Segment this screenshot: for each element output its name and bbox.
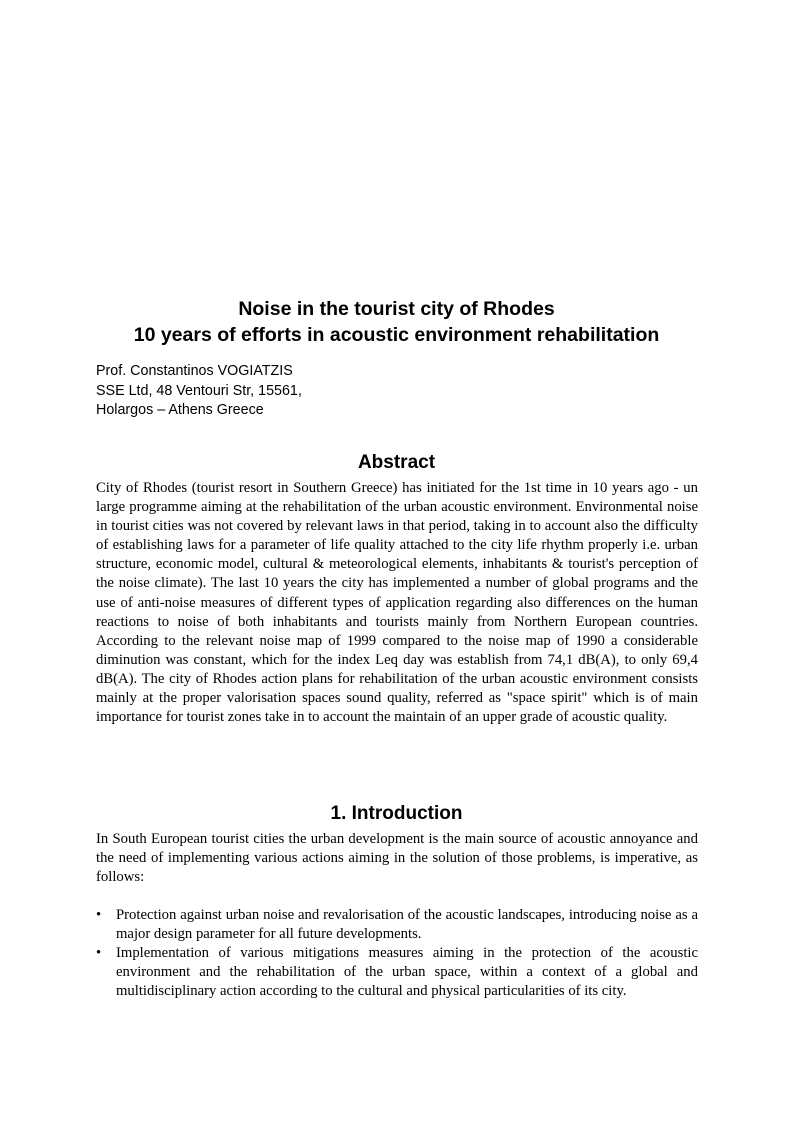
title-line-1: Noise in the tourist city of Rhodes [238, 298, 555, 320]
abstract-heading: Abstract [357, 452, 436, 473]
author-block [96, 362, 302, 421]
abstract-text: City of Rhodes (tourist resort in Southern Greece) has initiated for the 1st time in 10 years ago - un large programme aiming at the rehabilitation of the urban acoustic environment. Environmental noise in tourist cities was not covered by relevant laws in that period, taking in to account also the difficulty of establishing laws for a parameter of life quality attached to the city life rhythm properly i.e. urban structure, economic model, cultural & meteorological elements, inhabitants & tourist's perception of the noise climate). The last 10 years the city has implemented a number of global programs and the use of anti-noise measures of different types of application regarding also differences on the human reactions to noise of both inhabitants and tourists mainly from Northern European countries. According to the relevant noise map of 1999 compared to the noise map of 1990 a considerable diminution was constant, which for the index Leq day was establish from 74,1 dB(A), to only 69,4 dB(A). The city of Rhodes action plans for rehabilitation of the urban acoustic environment consists mainly at the proper valorisation spaces sound quality, referred as "space spirit" which is of main importance for tourist zones take in to account the maintain of an upper grade of acoustic quality. [96, 480, 698, 726]
title-line-2: 10 years of efforts in acoustic environment rehabilitation [133, 324, 660, 346]
bullet-icon: • [96, 945, 102, 962]
bullet-text: Protection against urban noise and revalorisation of the acoustic landscapes, introducing noise as a major design parameter for all future developments. [116, 907, 698, 943]
author-location: Holargos – Athens Greece [96, 402, 264, 418]
author-affiliation: SSE Ltd, 48 Ventouri Str, 15561, [96, 382, 302, 399]
paper-title [0, 296, 793, 348]
introduction-text: In South European tourist cities the urban development is the main source of acoustic annoyance and the need of implementing various actions aiming in the solution of those problems, is imperative, as follows: [96, 831, 698, 886]
bullet-text: Implementation of various mitigations measures aiming in the protection of the acoustic environment and the rehabilitation of the urban space, within a context of a global and multidisciplinary action according to the cultural and physical particularities of its city. [116, 945, 698, 1000]
introduction-heading: 1. Introduction [330, 803, 463, 824]
bullet-icon: • [96, 907, 102, 923]
list-item [96, 906, 698, 944]
introduction-bullet-list [96, 906, 698, 1001]
list-item [96, 944, 698, 1001]
author-name: Prof. Constantinos VOGIATZIS [96, 363, 293, 379]
